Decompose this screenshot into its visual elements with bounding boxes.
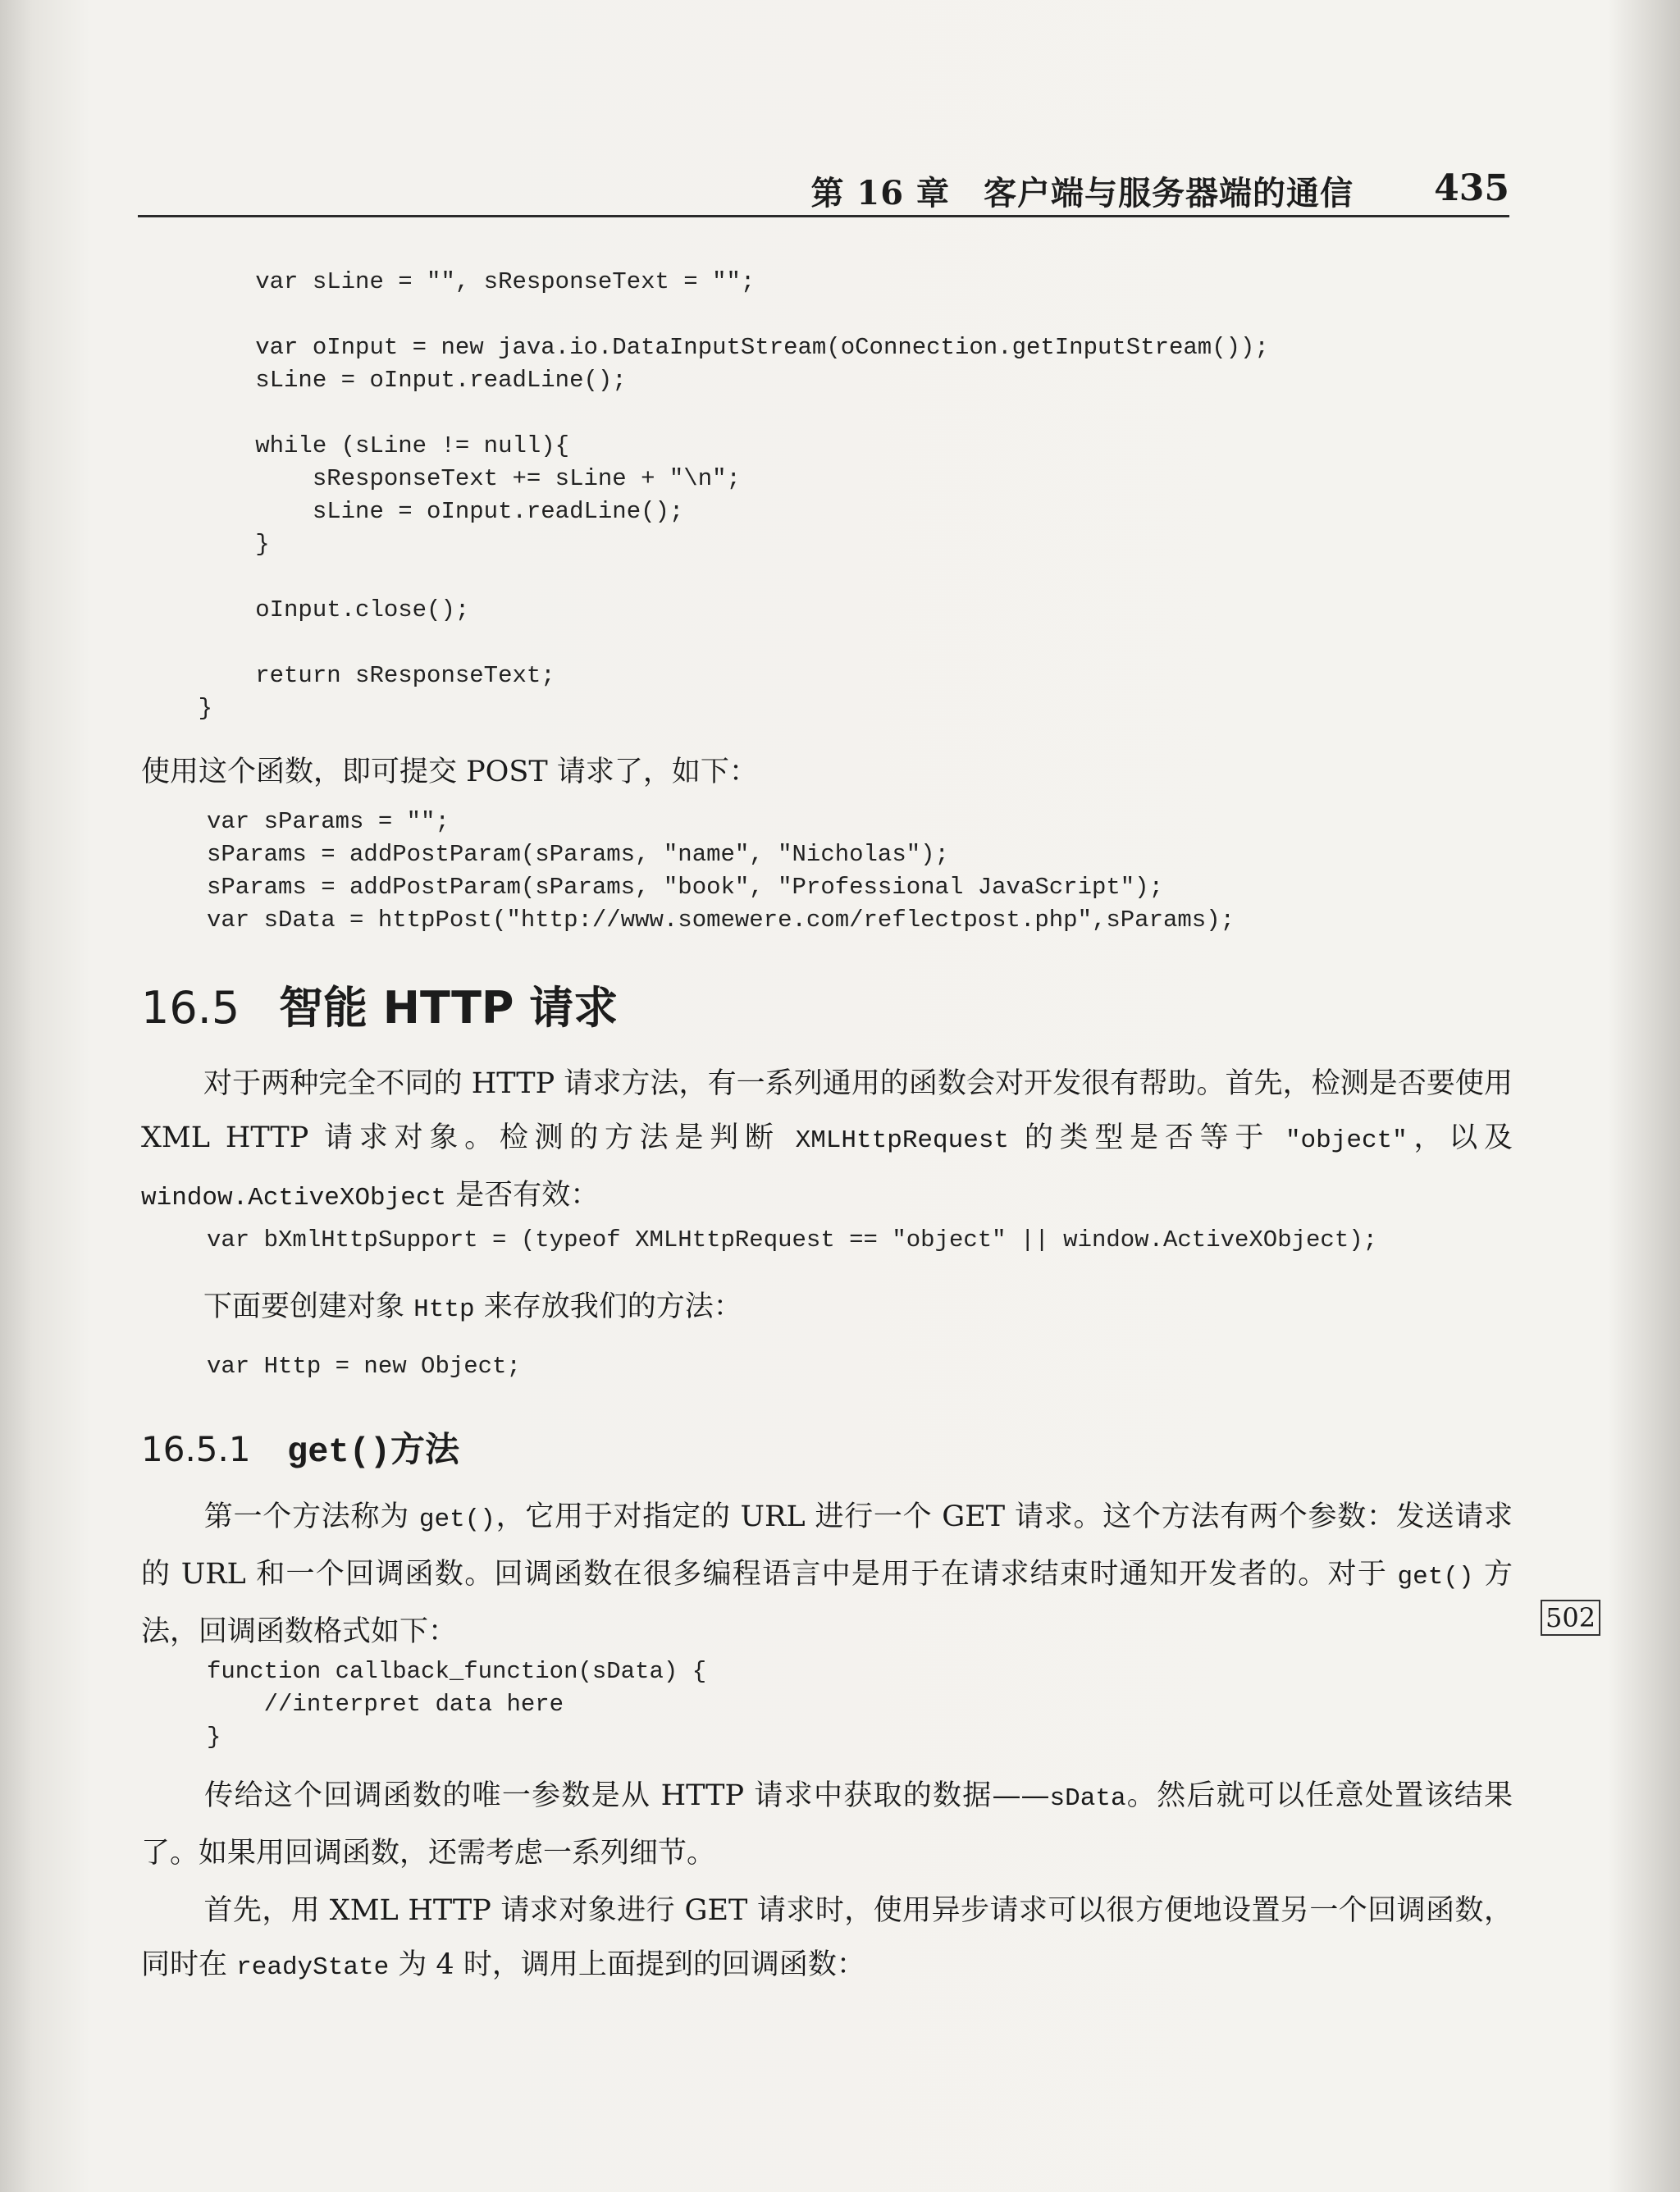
code-block-post-example — [207, 806, 1235, 937]
chapter-title: 第 16 章 客户端与服务器端的通信 — [810, 174, 1354, 212]
subsection-number: 16.5.1 — [141, 1429, 251, 1469]
inline-code: "object" — [1285, 1126, 1408, 1155]
code-block-http-post-body — [141, 266, 1269, 725]
subsection-function: get() — [287, 1432, 391, 1472]
code-line: sResponseText += sLine + "\n"; — [141, 465, 741, 492]
code-line: function callback_function(sData) { — [207, 1658, 707, 1685]
paragraph-text: 使用这个函数，即可提交 POST 请求了，如下： — [141, 756, 758, 788]
code-line: return sResponseText; — [141, 662, 555, 689]
paragraph-async-request — [141, 1884, 1513, 1995]
code-line: while (sLine != null){ — [141, 432, 570, 459]
code-line: sLine = oInput.readLine(); — [141, 367, 627, 394]
inline-code: get() — [1397, 1563, 1474, 1591]
code-line: sParams = addPostParam(sParams, "name", "Nicholas"); — [207, 841, 949, 868]
section-number: 16.5 — [141, 982, 240, 1034]
subsection-title: 方法 — [390, 1429, 460, 1469]
section-heading — [141, 973, 618, 1036]
paragraph-text: 为 4 时，调用上面提到的回调函数： — [389, 1948, 865, 1981]
code-line: var oInput = new java.io.DataInputStream(oConnection.getInputStream()); — [141, 334, 1269, 361]
code-line: //interpret data here — [207, 1691, 564, 1718]
paragraph-text: ，它用于对指定的 URL 进行一个 GET 请求。这个方法有两个参数：发送请求的 URL 和一个回调函数。回调函数在很多编程语言中是用于在请求结束时通知开发者的。对于 — [141, 1500, 1513, 1591]
paragraph-text: 传给这个回调函数的唯一参数是从 HTTP 请求中获取的数据—— — [203, 1779, 1050, 1812]
paragraph-post-usage — [141, 745, 1513, 799]
inline-code: XMLHttpRequest — [795, 1126, 1010, 1155]
inline-code: sData — [1049, 1784, 1126, 1813]
code-line: } — [141, 531, 270, 558]
running-header — [138, 161, 1509, 217]
paragraph-create-http — [141, 1280, 1513, 1337]
inline-code: readyState — [236, 1953, 390, 1982]
code-line: } — [207, 1724, 221, 1751]
inline-code: window.ActiveXObject — [141, 1184, 447, 1212]
page-number: 435 — [1434, 167, 1509, 209]
code-line: var sParams = ""; — [207, 808, 450, 835]
paragraph-text: 方法，回调函数格式如下： — [141, 1558, 1513, 1648]
code-line-http-object: var Http = new Object; — [207, 1353, 521, 1380]
code-line: } — [141, 695, 213, 722]
code-line: sParams = addPostParam(sParams, "book", "Professional JavaScript"); — [207, 874, 1163, 901]
paragraph-text: 首先，用 XML HTTP 请求对象进行 GET 请求时，使用异步请求可以很方便地设置另一个回调函数，同时在 — [141, 1894, 1513, 1981]
paragraph-text: 的类型是否等于 — [1009, 1121, 1285, 1154]
code-line-xmlhttp-support: var bXmlHttpSupport = (typeof XMLHttpRequest == "object" || window.ActiveXObject); — [207, 1226, 1378, 1254]
paragraph-get-method — [141, 1490, 1513, 1659]
paragraph-text: 来存放我们的方法： — [474, 1290, 742, 1323]
inline-code: Http — [413, 1295, 475, 1324]
code-line: sLine = oInput.readLine(); — [141, 498, 684, 525]
paragraph-callback-param — [141, 1769, 1513, 1880]
margin-page-number: 502 — [1541, 1600, 1600, 1636]
paragraph-text: 是否有效： — [446, 1179, 600, 1212]
code-line: var sLine = "", sResponseText = ""; — [141, 268, 756, 295]
code-line: oInput.close(); — [141, 596, 470, 623]
code-block-callback — [207, 1655, 706, 1754]
paragraph-text: 。然后就可以任意处置该结果了。如果用回调函数，还需考虑一系列细节。 — [141, 1779, 1513, 1870]
inline-code: get() — [418, 1505, 495, 1534]
section-title: 智能 HTTP 请求 — [279, 982, 619, 1034]
paragraph-text: 第一个方法称为 — [203, 1500, 419, 1533]
paragraph-text: 下面要创建对象 — [203, 1290, 414, 1323]
code-line: var sData = httpPost("http://www.somewere.com/reflectpost.php",sParams); — [207, 906, 1235, 934]
paragraph-detection — [141, 1057, 1513, 1226]
paragraph-text: 对于两种完全不同的 HTTP 请求方法，有一系列通用的函数会对开发很有帮助。首先，检测是否要使用 XML HTTP 请求对象。检测的方法是判断 — [141, 1067, 1513, 1154]
paragraph-text: ，以及 — [1407, 1121, 1513, 1154]
subsection-heading — [141, 1423, 459, 1472]
